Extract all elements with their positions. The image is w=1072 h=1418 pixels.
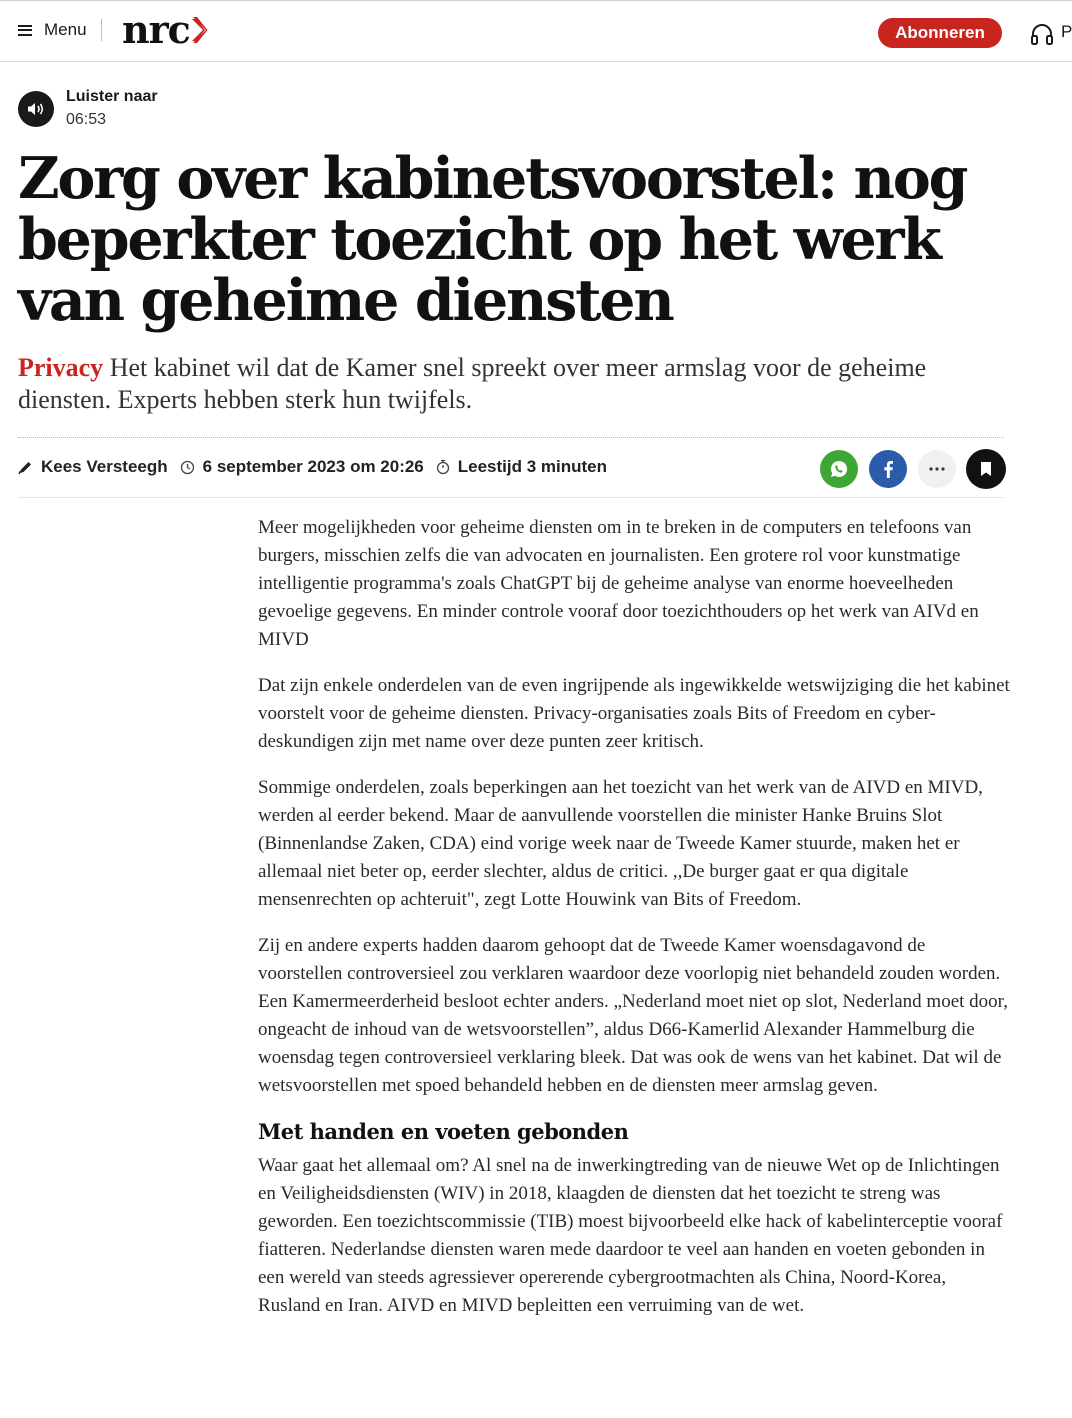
listen-title: Luister naar	[66, 88, 158, 105]
nrc-logo[interactable]	[122, 7, 208, 53]
intro-text: Het kabinet wil dat de Kamer snel spreekt over meer armslag voor de geheime diensten. Experts hebben sterk hun twijfels.	[18, 353, 927, 414]
share-facebook-button[interactable]	[869, 450, 907, 488]
hamburger-icon	[18, 25, 32, 36]
bookmark-icon	[980, 461, 992, 477]
subscribe-button[interactable]: Abonneren	[878, 18, 1002, 48]
listen-duration: 06:53	[66, 111, 107, 128]
menu-label: Menu	[44, 20, 87, 39]
pen-icon	[18, 460, 33, 475]
date-text: 6 september 2023 om 20:26	[202, 457, 424, 476]
meta-divider-bottom	[18, 497, 1004, 498]
headphones-icon[interactable]	[1030, 22, 1054, 46]
logo-chevron-icon	[192, 16, 208, 44]
menu-button[interactable]	[18, 17, 87, 43]
article-body	[258, 514, 1010, 1338]
body-paragraph: Dat zijn enkele onderdelen van de even ingrijpende als ingewikkelde wetswijziging die het kabinet voorstelt voor de geheime diensten. Privacy-organisaties zoals Bits of Freedom en cyber-deskundigen zijn met name over deze punten zeer kritisch.	[258, 675, 1010, 752]
bookmark-button[interactable]	[966, 449, 1006, 489]
listen-to-article[interactable]	[18, 86, 158, 132]
body-paragraph: Meer mogelijkheden voor geheime diensten om in te breken in de computers en telefoons van burgers, misschien zelfs die van advocaten en journalisten. Een grotere rol voor kunstmatige intelligentie programma's zoals ChatGPT bij de geheime analyse van enorme hoeveelheden gevoelige gegevens. En minder controle vooraf door toezichthouders op het werk van AIVd en MIVD	[258, 517, 979, 650]
speaker-icon	[27, 101, 45, 117]
podcast-label[interactable]: P	[1061, 22, 1072, 41]
share-more-button[interactable]	[918, 450, 956, 488]
reading-time	[436, 457, 607, 477]
logo-wordmark: nrc	[122, 7, 190, 52]
whatsapp-icon	[829, 459, 849, 479]
reading-time-text: Leestijd 3 minuten	[457, 457, 608, 476]
body-paragraph: Zij en andere experts hadden daarom gehoopt dat de Tweede Kamer woensdagavond de voorstellen controversieel zou verklaren waardoor deze voorlopig niet behandeld zouden worden. Een Kamermeerderheid besloot echter anders. „Nederland moet niet op slot, Nederland moet door, ongeacht de inhoud van de wetsvoorstellen”, aldus D66-Kamerlid Alexander Hammelburg die woensdag tegen controversieel verklaring bleek. Dat was ook de wens van het kabinet. Dat wil de wetsvoorstellen met spoed behandeld hebben en de diensten meer armslag geven.	[258, 935, 1008, 1096]
article-headline: Zorg over kabinetsvoorstel: nog beperkter toezicht op het werk van geheime diensten	[18, 145, 967, 334]
menu-divider	[101, 19, 102, 41]
stopwatch-icon	[436, 459, 450, 475]
facebook-icon	[882, 460, 894, 478]
meta-divider-top	[18, 437, 1004, 438]
share-whatsapp-button[interactable]	[820, 450, 858, 488]
top-navigation-bar	[0, 0, 1072, 62]
body-paragraph: Waar gaat het allemaal om? Al snel na de inwerkingtreding van de nieuwe Wet op de Inlichtingen en Veiligheidsdiensten (WIV) in 2018, klaagden de diensten dat het toezicht te streng was geworden. Een toezichtscommissie (TIB) moest bijvoorbeeld elke hack of kabelinterceptie vooraf fiatteren. Nederlandse diensten waren mede daardoor te veel aan handen en voeten gebonden in een wereld van steeds agressiever opererende cybergrootmachten als China, Noord-Korea, Rusland en Iran. AIVD en MIVD bepleitten een verruiming van de wet.	[258, 1155, 1003, 1316]
body-subheading: Met handen en voeten gebonden	[258, 1119, 629, 1144]
author-name[interactable]: Kees Versteegh	[41, 457, 168, 476]
article-meta	[18, 454, 619, 480]
publish-date	[180, 457, 424, 477]
author	[18, 457, 168, 477]
listen-text	[66, 86, 158, 132]
body-paragraph: Sommige onderdelen, zoals beperkingen aan het toezicht van het werk van de AIVD en MIVD, werden al eerder bekend. Maar de aanvullende voorstellen die minister Hanke Bruins Slot (Binnenlandse Zaken, CDA) eind vorige week naar de Tweede Kamer stuurde, maken het er allemaal niet beter op, eerder slechter, aldus de critici. ,,De burger gaat er qua digitale mensenrechten op achteruit", zegt Lotte Houwink van Bits of Freedom.	[258, 777, 983, 910]
more-icon	[929, 467, 945, 471]
listen-button[interactable]	[18, 91, 54, 127]
clock-icon	[180, 460, 195, 475]
article-intro	[18, 352, 1018, 416]
article-category[interactable]: Privacy	[18, 353, 104, 382]
